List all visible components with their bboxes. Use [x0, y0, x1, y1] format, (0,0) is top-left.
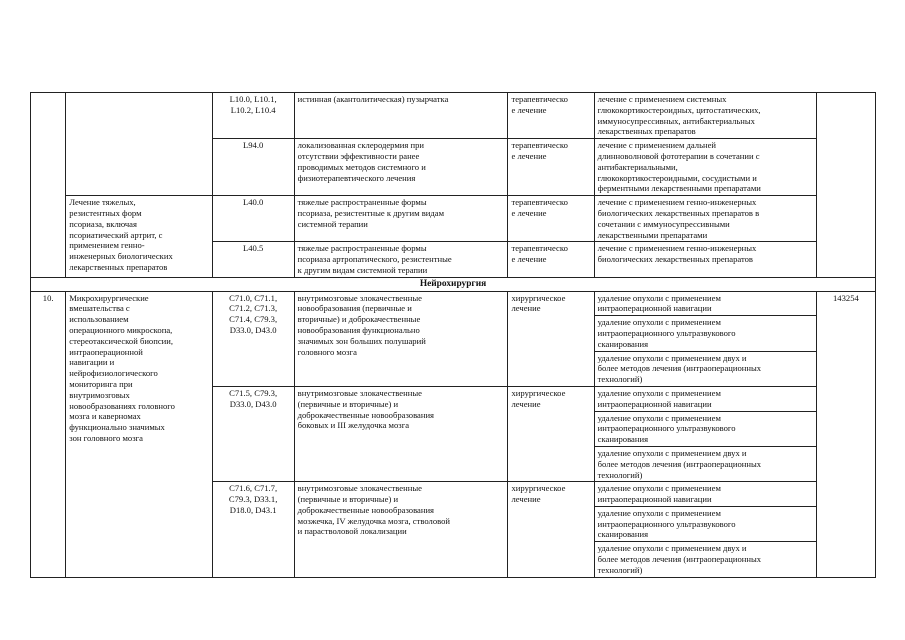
icd-code-cell: L40.5	[212, 242, 294, 277]
patient-model-cell: внутримозговые злокачественные (первичные и вторичные) и доброкачественные новообразования мозжечка, IV желудочка мозга, стволовой и парастволовой локализации	[294, 482, 508, 577]
patient-model-cell: внутримозговые злокачественные (первичные и вторичные) и доброкачественные новообразования боковых и III желудочка мозга	[294, 386, 508, 481]
patient-model-cell: внутримозговые злокачественные новообразования (первичные и вторичные) и доброкачественные новообразования функционально значимых зон больших полушарий головного мозга	[294, 291, 508, 386]
method-cell: лечение с применением дальней длинноволновой фототерапии в сочетании с антибактериальными, глюкокортикостероидными, сосудистыми и ферментными лекарственными препаратами	[594, 139, 816, 196]
section-row	[31, 277, 876, 291]
treatment-type-cell: терапевтическо е лечение	[508, 93, 594, 139]
table-row	[31, 93, 876, 139]
name-cell: Лечение тяжелых, резистентных форм псориаза, включая псориатический артрит, с применением генно- инженерных биологических лекарственных препаратов	[66, 196, 212, 278]
method-cell: удаление опухоли с применением интраоперационного ультразвукового сканирования	[594, 506, 816, 541]
method-cell: удаление опухоли с применением интраоперационной навигации	[594, 291, 816, 316]
treatment-type-cell: терапевтическо е лечение	[508, 242, 594, 277]
cost-cell: 143254	[816, 291, 875, 577]
icd-code-cell: C71.0, C71.1, C71.2, C71.3, C71.4, C79.3, D33.0, D43.0	[212, 291, 294, 386]
icd-code-cell: L94.0	[212, 139, 294, 196]
method-cell: удаление опухоли с применением интраоперационного ультразвукового сканирования	[594, 411, 816, 446]
section-title: Нейрохирургия	[31, 277, 876, 291]
name-cell: Микрохирургические вмешательства с использованием операционного микроскопа, стереотаксической биопсии, интраоперационной навигации и нейрофизиологического мониторинга при внутримозговых новообразованиях головного мозга и каверномах функционально значимых зон головного мозга	[66, 291, 212, 577]
treatment-type-cell: терапевтическо е лечение	[508, 139, 594, 196]
method-cell: лечение с применением системных глюкокортикостероидных, цитостатических, иммуносупрессивных, антибактериальных лекарственных препаратов	[594, 93, 816, 139]
table-row	[31, 291, 876, 316]
cost-cell	[816, 93, 875, 278]
method-cell: удаление опухоли с применением интраоперационного ультразвукового сканирования	[594, 316, 816, 351]
treatment-type-cell: хирургическое лечение	[508, 291, 594, 386]
method-cell: удаление опухоли с применением двух и более методов лечения (интраоперационных технологий)	[594, 351, 816, 386]
method-cell: удаление опухоли с применением двух и более методов лечения (интраоперационных технологий)	[594, 542, 816, 577]
table-row	[31, 196, 876, 242]
patient-model-cell: локализованная склеродермия при отсутствии эффективности ранее проводимых методов системного и физиотерапевтического лечения	[294, 139, 508, 196]
icd-code-cell: C71.6, C71.7, C79.3, D33.1, D18.0, D43.1	[212, 482, 294, 577]
method-cell: удаление опухоли с применением интраоперационной навигации	[594, 482, 816, 507]
treatment-type-cell: хирургическое лечение	[508, 482, 594, 577]
patient-model-cell: истинная (акантолитическая) пузырчатка	[294, 93, 508, 139]
method-cell: лечение с применением генно-инженерных биологических лекарственных препаратов в сочетании с иммуносупрессивными лекарственными препаратами	[594, 196, 816, 242]
method-cell: лечение с применением генно-инженерных биологических лекарственных препаратов	[594, 242, 816, 277]
method-cell: удаление опухоли с применением двух и более методов лечения (интраоперационных технологий)	[594, 446, 816, 481]
name-cell	[66, 93, 212, 196]
patient-model-cell: тяжелые распространенные формы псориаза, резистентные к другим видам системной терапии	[294, 196, 508, 242]
method-cell: удаление опухоли с применением интраоперационной навигации	[594, 386, 816, 411]
medical-care-table	[30, 92, 876, 578]
icd-code-cell: C71.5, C79.3, D33.0, D43.0	[212, 386, 294, 481]
icd-code-cell: L10.0, L10.1, L10.2, L10.4	[212, 93, 294, 139]
icd-code-cell: L40.0	[212, 196, 294, 242]
number-cell: 10.	[31, 291, 66, 577]
treatment-type-cell: терапевтическо е лечение	[508, 196, 594, 242]
treatment-type-cell: хирургическое лечение	[508, 386, 594, 481]
patient-model-cell: тяжелые распространенные формы псориаза артропатического, резистентные к другим видам системной терапии	[294, 242, 508, 277]
number-cell	[31, 93, 66, 278]
